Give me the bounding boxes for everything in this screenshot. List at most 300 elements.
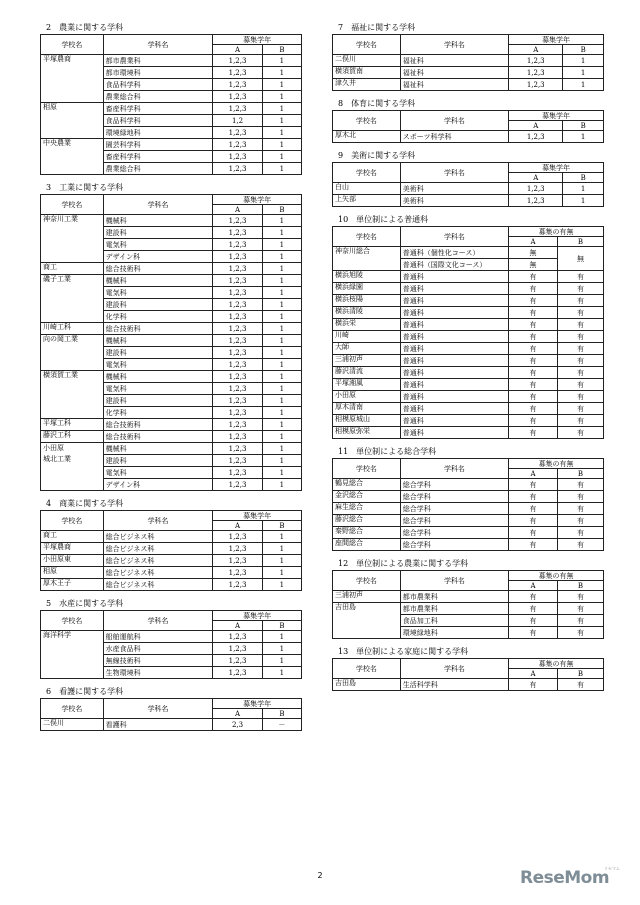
header-row [333,163,604,173]
b-value-cell: 有 [557,479,603,491]
b-header: B [563,45,604,55]
recruit-header: 募集学年 [213,35,302,45]
department-cell: 普通科 [400,319,508,331]
department-header: 学科名 [103,35,213,55]
a-value-cell: 1,2,3 [213,151,263,163]
school-header: 学校名 [41,511,104,531]
table-row [333,391,604,403]
a-value-cell: 1,2,3 [213,371,263,383]
enrollment-table [332,658,604,691]
section [332,214,604,439]
a-value-cell: 有 [509,331,558,343]
recruit-header: 募集学年 [509,163,604,173]
recruit-header: 募集学年 [213,611,302,621]
enrollment-table [332,226,604,439]
department-header: 学科名 [103,611,213,631]
b-value-cell: 1 [262,371,301,383]
a-value-cell: 有 [509,527,558,539]
a-value-cell: 1,2,3 [213,251,263,263]
section-title: 6 看護に関する学科 [46,687,124,696]
section [332,446,604,551]
b-value-cell: 有 [557,367,603,379]
section-title: 4 商業に関する学科 [46,499,124,508]
page-number: 2 [317,871,323,880]
b-value-cell: 1 [262,79,301,91]
b-value-cell: 1 [262,383,301,395]
school-header: 学校名 [333,459,401,479]
a-value-cell: 2,3 [213,719,263,731]
b-value-cell: 1 [262,479,301,491]
department-cell: 畜産科学科 [103,151,213,163]
b-value-cell: 有 [557,331,603,343]
a-value-cell: 有 [509,295,558,307]
section-title: 12 単位制による農業に関する学科 [338,559,469,568]
b-value-cell: 1 [262,215,301,227]
a-value-cell: 無 [509,259,558,271]
department-cell: 総合学科 [400,527,508,539]
a-value-cell: 1,2,3 [213,655,263,667]
a-value-cell: 1,2,3 [213,455,263,467]
b-value-cell: 1 [262,163,301,175]
a-header: A [213,521,263,531]
b-value-cell: 有 [557,283,603,295]
department-cell: 総合技術科 [103,323,213,335]
table-row [333,131,604,143]
school-cell: 相模原弥栄 [333,427,401,439]
a-value-cell: 1,2,3 [213,443,263,455]
a-value-cell: 1,2,3 [213,163,263,175]
school-header: 学校名 [333,163,401,183]
department-cell: 総合学科 [400,479,508,491]
school-cell: 藤沢工科 [41,431,104,443]
a-value-cell: 1,2,3 [213,139,263,151]
b-value-cell: 有 [557,591,603,603]
section [332,150,604,207]
b-value-cell: 1 [262,359,301,371]
department-cell: 環境緑地科 [103,127,213,139]
header-row [41,511,302,521]
school-cell: 小田原東 [41,555,104,567]
a-header: A [509,669,558,679]
a-value-cell: 有 [509,391,558,403]
table-row [333,355,604,367]
b-value-cell: 1 [563,131,604,143]
school-cell: 横浜緑園 [333,283,401,295]
table-row [333,307,604,319]
section [40,22,302,175]
school-cell: 吉田島 [333,603,401,639]
a-value-cell: 有 [509,307,558,319]
school-cell: 磯子工業 [41,275,104,323]
b-value-cell: 1 [262,127,301,139]
enrollment-table [332,34,604,91]
department-cell: 福祉科 [400,55,508,67]
department-cell: 総合ビジネス科 [103,543,213,555]
b-value-cell: 有 [557,355,603,367]
recruit-header: 募集学年 [213,699,302,709]
a-value-cell: 有 [509,271,558,283]
a-value-cell: 1,2,3 [213,467,263,479]
school-cell: 吉田島 [333,679,401,691]
b-value-cell: 1 [262,543,301,555]
a-header: A [213,709,263,719]
a-value-cell: 1,2,3 [213,531,263,543]
section-title: 11 単位制による総合学科 [338,447,437,456]
section-title: 8 体育に関する学科 [338,99,416,108]
a-value-cell: 有 [509,515,558,527]
table-row [41,263,302,275]
department-cell: 電気科 [103,239,213,251]
department-cell: 建設科 [103,347,213,359]
enrollment-table [40,510,302,591]
b-value-cell: 1 [262,91,301,103]
recruit-header: 募集学年 [509,35,604,45]
department-header: 学科名 [103,195,213,215]
department-cell: 美術科 [400,183,508,195]
department-cell: 総合学科 [400,503,508,515]
b-value-cell: 有 [557,271,603,283]
a-value-cell: 有 [509,403,558,415]
department-header: 学科名 [400,35,508,55]
table-row [333,603,604,615]
b-value-cell: 1 [262,667,301,679]
header-row [41,611,302,621]
department-header: 学科名 [400,459,508,479]
b-header: B [557,669,603,679]
table-row [333,195,604,207]
table-row [41,215,302,227]
school-cell: 三浦初声 [333,355,401,367]
department-cell: 総合技術科 [103,263,213,275]
school-header: 学校名 [333,227,401,247]
a-value-cell: 有 [509,539,558,551]
b-value-cell: 1 [262,251,301,263]
school-cell: 藤沢清流 [333,367,401,379]
a-value-cell: 1,2,3 [213,567,263,579]
table-row [41,631,302,643]
section-title: 10 単位制による普通科 [338,215,429,224]
b-value-cell: 1 [563,183,604,195]
department-cell: 普通科 [400,427,508,439]
a-value-cell: 1,2,3 [213,431,263,443]
b-value-cell: 1 [262,67,301,79]
table-row [333,343,604,355]
section-title: 2 農業に関する学科 [46,23,124,32]
department-cell: 機械科 [103,275,213,287]
school-cell: 横浜栄 [333,319,401,331]
school-cell: 二俣川 [41,719,104,731]
department-cell: 普通科 [400,379,508,391]
header-row [333,571,604,581]
a-header: A [213,621,263,631]
b-value-cell: － [262,719,301,731]
department-cell: 普通科 [400,355,508,367]
school-cell: 上矢部 [333,195,401,207]
table-row [41,371,302,383]
school-cell: 平塚工科 [41,419,104,431]
department-header: 学科名 [103,699,213,719]
a-value-cell: 有 [509,343,558,355]
b-value-cell: 有 [557,503,603,515]
department-cell: 総合技術科 [103,431,213,443]
section [332,558,604,639]
section [332,98,604,143]
school-header: 学校名 [333,35,401,55]
department-cell: 畜産科学科 [103,103,213,115]
b-value-cell: 有 [557,627,603,639]
recruit-header: 募集学年 [213,195,302,205]
table-row [333,183,604,195]
a-header: A [509,121,563,131]
b-value-cell: 1 [262,287,301,299]
department-cell: 建設科 [103,299,213,311]
b-value-cell: 1 [262,555,301,567]
school-cell: 平塚農商 [41,543,104,555]
enrollment-table [332,458,604,551]
recruit-header: 募集学年 [213,511,302,521]
b-value-cell: 1 [262,151,301,163]
school-cell: 津久井 [333,79,401,91]
department-cell: 福祉科 [400,79,508,91]
left-column [40,22,302,738]
table-row [333,539,604,551]
b-value-cell: 有 [557,415,603,427]
b-header: B [262,709,301,719]
recruit-header: 募集の有無 [509,227,604,237]
a-value-cell: 有 [509,319,558,331]
a-value-cell: 1,2,3 [213,91,263,103]
school-cell: 厚木王子 [41,579,104,591]
department-cell: 食品科学科 [103,115,213,127]
b-value-cell: 1 [262,467,301,479]
school-cell: 三浦初声 [333,591,401,603]
department-cell: 建設科 [103,395,213,407]
department-cell: 普通科 [400,403,508,415]
a-value-cell: 有 [509,491,558,503]
a-value-cell: 1,2,3 [213,383,263,395]
department-cell: 電気科 [103,383,213,395]
table-row [333,283,604,295]
school-cell: 海洋科学 [41,631,104,679]
a-value-cell: 1,2,3 [213,227,263,239]
table-row [41,567,302,579]
department-cell: 電気科 [103,287,213,299]
a-value-cell: 1,2 [213,115,263,127]
school-cell: 横浜清陵 [333,307,401,319]
b-value-cell: 1 [262,395,301,407]
b-value-cell: 1 [262,347,301,359]
school-cell: 横須賀工業 [41,371,104,419]
recruit-header: 募集の有無 [509,659,604,669]
table-row [333,271,604,283]
b-header: B [557,469,603,479]
b-value-cell: 有 [557,679,603,691]
table-row [333,55,604,67]
section [40,182,302,491]
a-value-cell: 有 [509,679,558,691]
table-row [333,591,604,603]
table-row [41,531,302,543]
school-cell: 向の岡工業 [41,335,104,371]
table-row [41,443,302,455]
a-value-cell: 有 [509,427,558,439]
b-value-cell: 1 [262,655,301,667]
b-value-cell: 1 [262,531,301,543]
department-cell: 総合ビジネス科 [103,567,213,579]
b-value-cell: 1 [262,419,301,431]
department-cell: 福祉科 [400,67,508,79]
table-row [41,431,302,443]
department-cell: 食品加工科 [400,615,508,627]
b-header: B [262,621,301,631]
a-header: A [509,469,558,479]
department-cell: 園芸科学科 [103,139,213,151]
table-row [41,55,302,67]
recruit-header: 募集学年 [509,111,604,121]
department-cell: 総合学科 [400,491,508,503]
a-value-cell: 有 [509,503,558,515]
a-header: A [509,173,563,183]
department-cell: 農業総合科 [103,91,213,103]
a-value-cell: 有 [509,283,558,295]
header-row [41,195,302,205]
table-row [333,79,604,91]
section [332,22,604,91]
table-row [41,103,302,115]
a-value-cell: 1,2,3 [213,543,263,555]
department-cell: 機械科 [103,443,213,455]
a-value-cell: 有 [509,355,558,367]
a-value-cell: 有 [509,615,558,627]
department-cell: 食品科学科 [103,79,213,91]
department-cell: 看護科 [103,719,213,731]
table-row [41,543,302,555]
department-cell: 総合ビジネス科 [103,531,213,543]
a-value-cell: 1,2,3 [509,195,563,207]
table-row [333,415,604,427]
b-value-cell: 1 [262,631,301,643]
b-value-cell: 1 [262,323,301,335]
a-value-cell: 1,2,3 [213,79,263,91]
b-value-cell: 有 [557,403,603,415]
table-row [333,319,604,331]
table-row [333,491,604,503]
section [40,686,302,731]
a-value-cell: 1,2,3 [213,407,263,419]
b-value-cell: 1 [262,455,301,467]
a-header: A [509,581,558,591]
b-value-cell: 1 [262,407,301,419]
department-header: 学科名 [400,227,508,247]
department-cell: 総合ビジネス科 [103,555,213,567]
table-row [41,335,302,347]
table-row [333,247,604,259]
school-cell: 麻生総合 [333,503,401,515]
b-header: B [262,45,301,55]
table-row [41,579,302,591]
a-value-cell: 無 [509,247,558,259]
school-cell: 相原 [41,567,104,579]
b-value-cell: 1 [262,275,301,287]
a-value-cell: 1,2,3 [213,479,263,491]
table-row [333,515,604,527]
b-value-cell: 1 [262,239,301,251]
header-row [333,659,604,669]
department-cell: 美術科 [400,195,508,207]
department-cell: 総合技術科 [103,419,213,431]
table-row [333,403,604,415]
b-value-cell: 1 [262,579,301,591]
b-value-cell: 無 [557,247,603,271]
b-value-cell: 有 [557,391,603,403]
a-value-cell: 1,2,3 [213,215,263,227]
a-value-cell: 有 [509,379,558,391]
header-row [333,111,604,121]
a-value-cell: 1,2,3 [213,555,263,567]
department-cell: 水産食品科 [103,643,213,655]
school-cell: 横浜桜陽 [333,295,401,307]
header-row [41,699,302,709]
school-cell: 鶴見総合 [333,479,401,491]
department-cell: デザイン科 [103,251,213,263]
a-value-cell: 1,2,3 [509,183,563,195]
b-value-cell: 有 [557,427,603,439]
enrollment-table [332,570,604,639]
department-cell: 生物環境科 [103,667,213,679]
a-value-cell: 1,2,3 [213,275,263,287]
school-header: 学校名 [41,699,104,719]
department-cell: 普通科 [400,295,508,307]
school-cell: 神奈川工業 [41,215,104,263]
school-header: 学校名 [333,111,401,131]
school-cell: 相模原城山 [333,415,401,427]
table-row [333,295,604,307]
school-cell: 二俣川 [333,55,401,67]
table-row [333,679,604,691]
table-row [333,367,604,379]
department-cell: デザイン科 [103,479,213,491]
a-value-cell: 1,2,3 [213,419,263,431]
department-cell: 普通科 [400,415,508,427]
department-cell: 普通科（国際文化コース） [400,259,508,271]
table-row [333,67,604,79]
a-header: A [213,45,263,55]
a-value-cell: 1,2,3 [213,311,263,323]
department-cell: 機械科 [103,215,213,227]
b-value-cell: 1 [262,139,301,151]
department-cell: 農業総合科 [103,163,213,175]
table-row [41,275,302,287]
department-header: 学科名 [400,659,508,679]
section-title: 5 水産に関する学科 [46,599,124,608]
b-value-cell: 1 [262,55,301,67]
enrollment-table [40,698,302,731]
department-cell: 環境緑地科 [400,627,508,639]
department-cell: 生活科学科 [400,679,508,691]
section-title: 9 美術に関する学科 [338,151,416,160]
a-value-cell: 1,2,3 [509,67,563,79]
b-value-cell: 1 [262,227,301,239]
table-row [333,379,604,391]
school-cell: 川崎 [333,331,401,343]
school-cell: 相原 [41,103,104,139]
b-value-cell: 有 [557,539,603,551]
school-cell: 秦野総合 [333,527,401,539]
table-row [41,719,302,731]
b-value-cell: 1 [262,643,301,655]
b-value-cell: 有 [557,491,603,503]
b-header: B [262,521,301,531]
